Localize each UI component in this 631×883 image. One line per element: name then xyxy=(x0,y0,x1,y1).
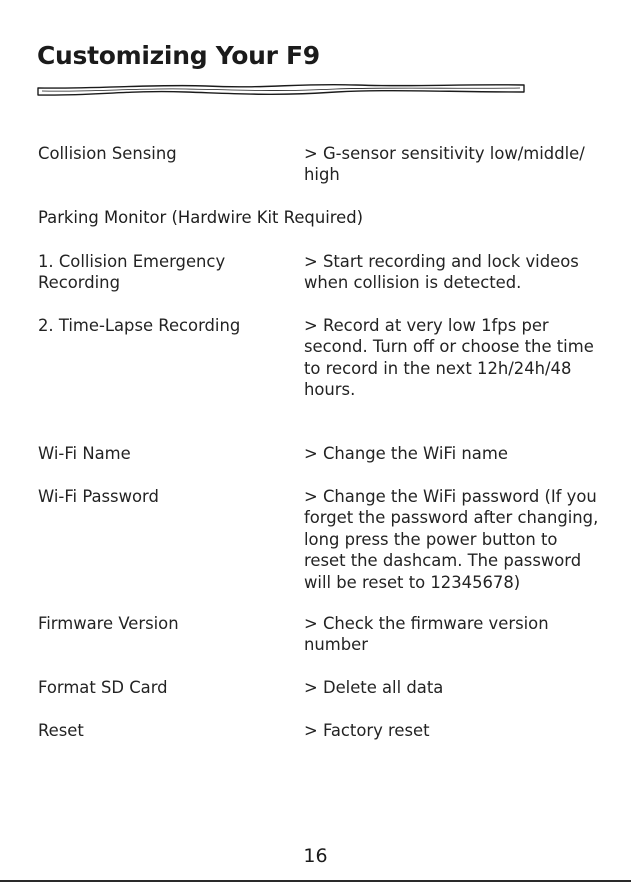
setting-description: > Check the firmware version number xyxy=(304,614,549,655)
setting-description: > Change the WiFi password (If you forget the password after changing, long press the power button to reset the dashcam. The password will be reset to 12345678) xyxy=(304,487,599,592)
setting-label: Collision Sensing xyxy=(38,144,177,163)
wavy-banner-decoration xyxy=(36,80,528,100)
setting-description: > Factory reset xyxy=(304,721,430,740)
setting-label: Reset xyxy=(38,721,84,740)
setting-description: > G-sensor sensitivity low/middle/ high xyxy=(304,144,585,185)
setting-label: 2. Time-Lapse Recording xyxy=(38,316,241,335)
page-title: Customizing Your F9 xyxy=(37,41,320,70)
setting-label: Wi-Fi Name xyxy=(38,444,131,463)
parking-monitor-heading: Parking Monitor (Hardwire Kit Required) xyxy=(38,208,364,227)
setting-label: Firmware Version xyxy=(38,614,179,633)
page-number: 16 xyxy=(303,845,328,867)
setting-label: 1. Collision Emergency Recording xyxy=(38,252,226,293)
setting-description: > Start recording and lock videos when collision is detected. xyxy=(304,252,579,293)
setting-label: Wi-Fi Password xyxy=(38,487,159,506)
setting-label: Format SD Card xyxy=(38,678,168,697)
setting-description: > Delete all data xyxy=(304,678,444,697)
bottom-divider xyxy=(0,880,631,882)
setting-description: > Change the WiFi name xyxy=(304,444,508,463)
setting-description: > Record at very low 1fps per second. Turn off or choose the time to record in the next 12h/24h/48 hours. xyxy=(304,316,594,400)
